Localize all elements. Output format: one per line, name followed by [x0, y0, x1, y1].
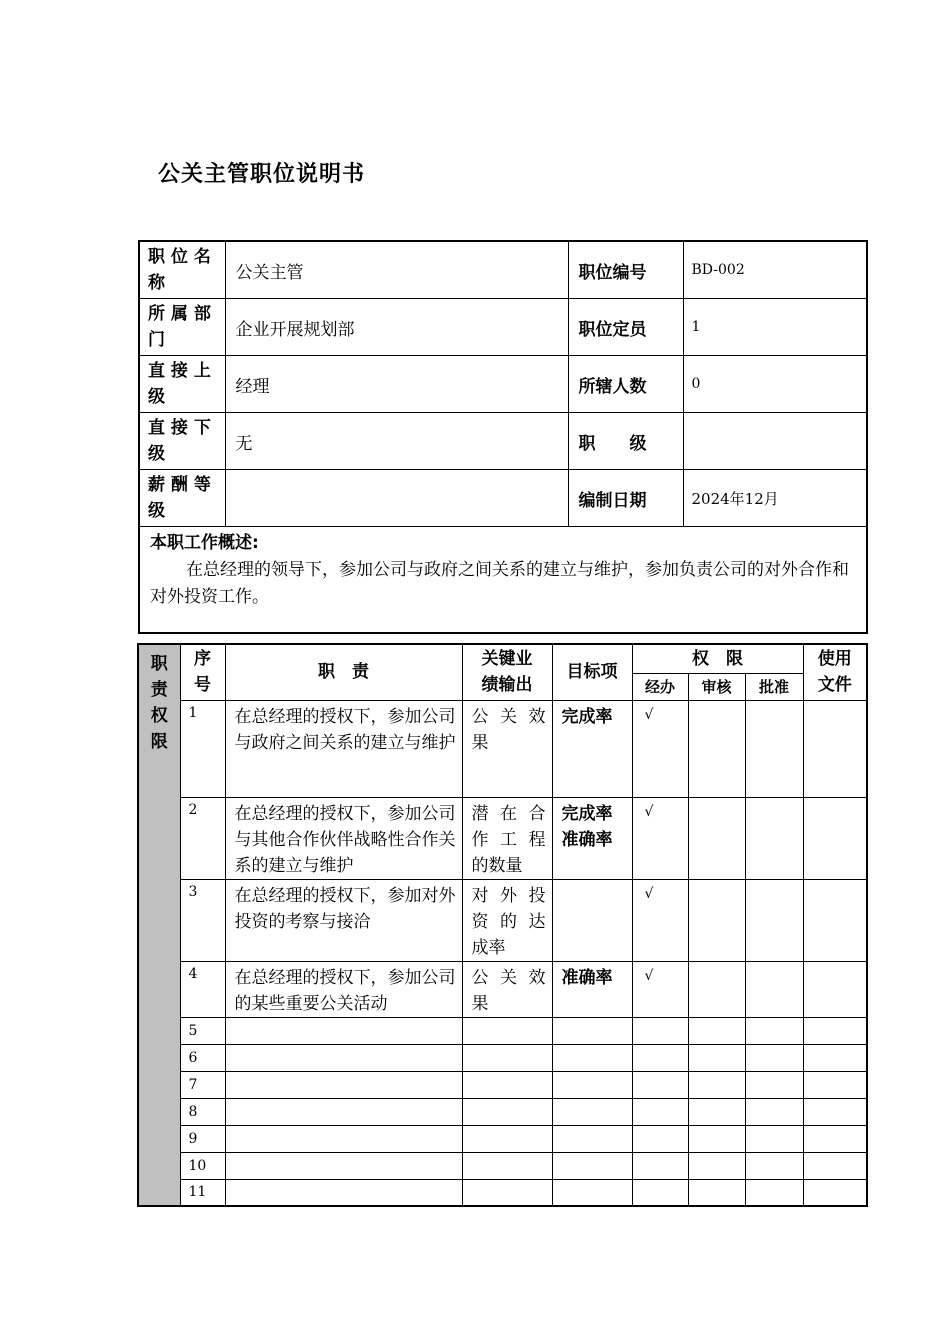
empty-cell [552, 1044, 632, 1071]
row-number: 6 [180, 1044, 225, 1071]
table-row [138, 879, 867, 961]
side-label-responsibilities-authority [138, 644, 180, 1206]
empty-cell [225, 1044, 462, 1071]
info-row [139, 470, 867, 527]
row-number: 3 [180, 879, 225, 961]
info-row [139, 241, 867, 299]
department-label: 所 属 部 门 [139, 299, 225, 356]
kpi-line: 资 的 达 [471, 911, 546, 932]
empty-cell [745, 1071, 803, 1098]
target-item: 准确率 [561, 829, 613, 850]
review-cell [688, 879, 745, 961]
salary-value [225, 470, 568, 527]
kpi-text [462, 700, 552, 797]
review-cell [688, 700, 745, 797]
empty-cell [225, 1098, 462, 1125]
kpi-text [462, 879, 552, 961]
empty-cell [225, 1179, 462, 1206]
approve-cell [745, 797, 803, 879]
date-label: 编制日期 [568, 470, 683, 527]
empty-cell [745, 1152, 803, 1179]
date-value: 2024年12月 [683, 470, 867, 527]
responsibilities-table [137, 643, 868, 1207]
empty-cell [462, 1125, 552, 1152]
empty-cell [225, 1071, 462, 1098]
empty-cell [552, 1152, 632, 1179]
superior-label: 直 接 上 级 [139, 356, 225, 413]
row-number: 11 [180, 1179, 225, 1206]
handle-check: √ [632, 700, 688, 797]
empty-cell [632, 1179, 688, 1206]
empty-cell [688, 1071, 745, 1098]
empty-cell [688, 1044, 745, 1071]
department-value: 企业开展规划部 [225, 299, 568, 356]
empty-cell [225, 1125, 462, 1152]
row-number: 9 [180, 1125, 225, 1152]
header-handle: 经办 [632, 673, 688, 700]
empty-row [138, 1179, 867, 1206]
subordinates-count-value: 0 [683, 356, 867, 413]
position-info-table [138, 240, 868, 634]
subordinate-label: 直 接 下 级 [139, 413, 225, 470]
header-seq [180, 644, 225, 700]
table-row [138, 797, 867, 879]
document-title: 公关主管职位说明书 [158, 162, 366, 187]
header-authority: 权 限 [632, 644, 803, 673]
superior-value: 经理 [225, 356, 568, 413]
empty-cell [462, 1044, 552, 1071]
docs-cell [803, 700, 867, 797]
empty-cell [803, 1098, 867, 1125]
position-code-label: 职位编号 [568, 241, 683, 299]
kpi-line: 公 关 效 [471, 706, 546, 727]
approve-cell [745, 961, 803, 1017]
header-docs [803, 644, 867, 700]
position-code-value: BD-002 [683, 241, 867, 299]
kpi-line: 成率 [471, 937, 506, 958]
kpi-line: 潜 在 合 [471, 803, 546, 824]
empty-cell [688, 1179, 745, 1206]
kpi-line: 作 工 程 [471, 829, 546, 850]
target-cell [552, 879, 632, 961]
empty-cell [632, 1152, 688, 1179]
header-docs-text: 使用文件 [817, 649, 852, 696]
side-label-text: 职责权限 [150, 654, 168, 752]
empty-cell [803, 1044, 867, 1071]
summary-row [139, 527, 867, 633]
empty-cell [462, 1098, 552, 1125]
table-row [138, 961, 867, 1017]
target-cell [552, 797, 632, 879]
duty-text: 在总经理的授权下，参加公司与其他合作伙伴战略性合作关系的建立与维护 [225, 797, 462, 879]
job-summary [139, 527, 867, 633]
header-target: 目标项 [552, 644, 632, 700]
empty-cell [462, 1152, 552, 1179]
header-kpi [462, 644, 552, 700]
kpi-line: 的数量 [471, 855, 523, 876]
docs-cell [803, 961, 867, 1017]
empty-row [138, 1017, 867, 1044]
header-duty: 职 责 [225, 644, 462, 700]
empty-cell [552, 1125, 632, 1152]
duty-text: 在总经理的授权下，参加对外投资的考察与接洽 [225, 879, 462, 961]
approve-cell [745, 879, 803, 961]
target-cell [552, 700, 632, 797]
empty-cell [745, 1179, 803, 1206]
duty-text: 在总经理的授权下，参加公司与政府之间关系的建立与维护 [225, 700, 462, 797]
empty-cell [803, 1017, 867, 1044]
empty-cell [803, 1125, 867, 1152]
subordinate-value: 无 [225, 413, 568, 470]
header-kpi-text: 关键业绩输出 [481, 649, 533, 696]
target-item: 准确率 [561, 967, 613, 988]
empty-cell [803, 1152, 867, 1179]
empty-cell [632, 1125, 688, 1152]
empty-cell [462, 1017, 552, 1044]
kpi-text [462, 961, 552, 1017]
empty-cell [462, 1071, 552, 1098]
info-row [139, 413, 867, 470]
row-number: 2 [180, 797, 225, 879]
target-item: 完成率 [561, 803, 613, 824]
header-review: 审核 [688, 673, 745, 700]
empty-cell [552, 1098, 632, 1125]
docs-cell [803, 797, 867, 879]
kpi-line: 果 [471, 732, 489, 753]
empty-cell [552, 1017, 632, 1044]
approve-cell [745, 700, 803, 797]
empty-cell [745, 1098, 803, 1125]
row-number: 7 [180, 1071, 225, 1098]
target-item: 完成率 [561, 706, 613, 727]
salary-label: 薪 酬 等 级 [139, 470, 225, 527]
docs-cell [803, 879, 867, 961]
table-row [138, 700, 867, 797]
headcount-label: 职位定员 [568, 299, 683, 356]
empty-row [138, 1071, 867, 1098]
kpi-text [462, 797, 552, 879]
empty-cell [462, 1179, 552, 1206]
empty-cell [632, 1044, 688, 1071]
review-cell [688, 797, 745, 879]
empty-cell [803, 1179, 867, 1206]
info-row [139, 299, 867, 356]
row-number: 8 [180, 1098, 225, 1125]
empty-row [138, 1044, 867, 1071]
empty-row [138, 1098, 867, 1125]
subordinates-count-label: 所辖人数 [568, 356, 683, 413]
empty-cell [803, 1071, 867, 1098]
handle-check: √ [632, 797, 688, 879]
empty-cell [688, 1125, 745, 1152]
position-name-value: 公关主管 [225, 241, 568, 299]
position-name-label: 职 位 名 称 [139, 241, 225, 299]
handle-check: √ [632, 879, 688, 961]
row-number: 10 [180, 1152, 225, 1179]
row-number: 4 [180, 961, 225, 1017]
empty-row [138, 1125, 867, 1152]
empty-cell [745, 1044, 803, 1071]
header-seq-text: 序号 [194, 649, 211, 696]
empty-cell [688, 1098, 745, 1125]
grade-value [683, 413, 867, 470]
headcount-value: 1 [683, 299, 867, 356]
empty-cell [225, 1152, 462, 1179]
header-row [138, 644, 867, 673]
kpi-line: 公 关 效 [471, 967, 546, 988]
handle-check: √ [632, 961, 688, 1017]
summary-label: 本职工作概述: [150, 533, 259, 553]
empty-cell [225, 1017, 462, 1044]
review-cell [688, 961, 745, 1017]
empty-cell [632, 1017, 688, 1044]
summary-text: 在总经理的领导下，参加公司与政府之间关系的建立与维护，参加负责公司的对外合作和对外投资工作。 [150, 560, 849, 607]
duty-text: 在总经理的授权下，参加公司的某些重要公关活动 [225, 961, 462, 1017]
target-cell [552, 961, 632, 1017]
empty-cell [688, 1152, 745, 1179]
empty-cell [745, 1017, 803, 1044]
empty-cell [552, 1179, 632, 1206]
empty-cell [552, 1071, 632, 1098]
row-number: 1 [180, 700, 225, 797]
kpi-line: 对 外 投 [471, 885, 546, 906]
empty-cell [632, 1098, 688, 1125]
empty-row [138, 1152, 867, 1179]
empty-cell [688, 1017, 745, 1044]
empty-cell [745, 1125, 803, 1152]
header-approve: 批准 [745, 673, 803, 700]
kpi-line: 果 [471, 993, 489, 1014]
empty-cell [632, 1071, 688, 1098]
row-number: 5 [180, 1017, 225, 1044]
info-row [139, 356, 867, 413]
grade-label: 职 级 [568, 413, 683, 470]
